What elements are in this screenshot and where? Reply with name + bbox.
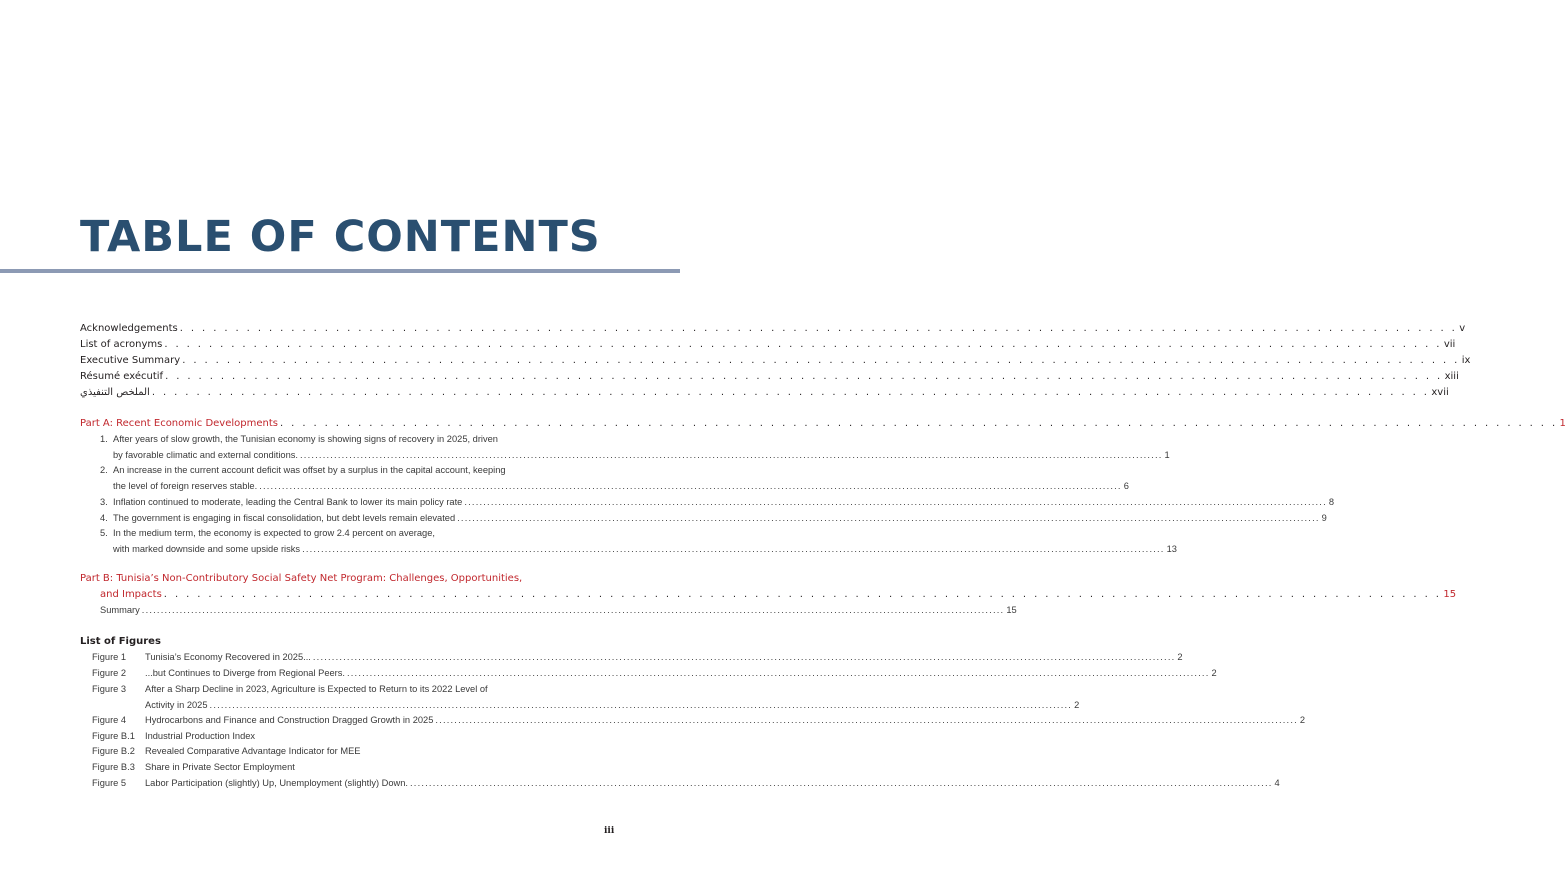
figure-number: Figure 5 bbox=[92, 778, 127, 788]
toc-entry-figure-page: 4 bbox=[1274, 778, 1280, 788]
toc-entry-front-matter[interactable] bbox=[80, 339, 1456, 350]
toc-entry-figure[interactable] bbox=[145, 652, 1183, 662]
toc-entry-front-matter-label: Résumé exécutif bbox=[80, 371, 164, 382]
dot-leader: .................................................................................................................................................................................................................................... bbox=[259, 481, 1122, 491]
toc-entry-figure[interactable] bbox=[145, 778, 1280, 788]
toc-entry-figure[interactable] bbox=[145, 700, 1080, 710]
toc-entry-figure[interactable] bbox=[145, 668, 1217, 678]
toc-entry-front-matter-page: v bbox=[1459, 323, 1466, 334]
page-title: TABLE OF CONTENTS bbox=[80, 212, 601, 262]
toc-entry-front-matter[interactable] bbox=[80, 355, 1471, 366]
toc-entry-figure[interactable]: Industrial Production Index bbox=[145, 731, 256, 741]
toc-item-number: 2. bbox=[100, 465, 108, 475]
figure-number: Figure 2 bbox=[92, 668, 127, 678]
toc-item-number: 4. bbox=[100, 513, 108, 523]
toc-entry-front-matter-page: xvii bbox=[1431, 387, 1449, 398]
figure-number: Figure B.2 bbox=[92, 746, 135, 756]
dot-leader: . . . . . . . . . . . . . . . . . . . . . . . . . . . . . . . . . . . . . . . . . . . . . . . . . . . . . . . . . . . . . . . . . . . . . . . . . . . . . . . . . . . . . . . . . . . . . . . . . . . . . . . . . . . . . . . . . . . bbox=[151, 387, 1430, 398]
toc-entry-figure-page: 2 bbox=[1177, 652, 1183, 662]
toc-entry-part-b-label: and Impacts bbox=[100, 589, 162, 600]
toc-entry-part-a[interactable] bbox=[80, 418, 1566, 429]
toc-entry-part-a-item[interactable] bbox=[113, 544, 1177, 554]
toc-item-text: After years of slow growth, the Tunisian economy is showing signs of recovery in 2025, driven bbox=[113, 434, 498, 444]
figure-title: After a Sharp Decline in 2023, Agriculture is Expected to Return to its 2022 Level of bbox=[145, 684, 488, 694]
toc-entry-figure-page: 2 bbox=[1299, 715, 1306, 725]
toc-item-text: An increase in the current account deficit was offset by a surplus in the capital account, keeping bbox=[113, 465, 506, 475]
toc-entry-summary-label: Summary bbox=[100, 605, 140, 615]
toc-entry-part-a-item-page: 9 bbox=[1321, 513, 1327, 523]
toc-entry-figure[interactable] bbox=[145, 715, 1306, 725]
dot-leader: .................................................................................................................................................................................................................................... bbox=[141, 605, 1005, 615]
toc-entry-part-a-item-label: Inflation continued to moderate, leading the Central Bank to lower its main policy rate bbox=[113, 497, 463, 507]
toc-entry-part-a-label: Part A: Recent Economic Developments bbox=[80, 418, 278, 429]
toc-entry-part-b-page: 15 bbox=[1443, 589, 1457, 600]
title-rule bbox=[0, 269, 680, 273]
dot-leader: . . . . . . . . . . . . . . . . . . . . . . . . . . . . . . . . . . . . . . . . . . . . . . . . . . . . . . . . . . . . . . . . . . . . . . . . . . . . . . . . . . . . . . . . . . . . . . . . . . . . . . . . . . . . . . . . . . . bbox=[182, 355, 1460, 366]
toc-entry-part-a-item-page: 13 bbox=[1166, 544, 1177, 554]
dot-leader: .................................................................................................................................................................................................................................... bbox=[302, 544, 1165, 554]
dot-leader: .................................................................................................................................................................................................................................... bbox=[435, 715, 1298, 725]
toc-entry-summary-page: 15 bbox=[1006, 605, 1017, 615]
dot-leader: .................................................................................................................................................................................................................................... bbox=[410, 778, 1273, 788]
figure-number: Figure B.1 bbox=[92, 731, 135, 741]
toc-entry-part-a-item-label: with marked downside and some upside risks bbox=[113, 544, 301, 554]
toc-entry-figure-label: Hydrocarbons and Finance and Construction Dragged Growth in 2025 bbox=[145, 715, 434, 725]
toc-entry-part-a-item-label: the level of foreign reserves stable. bbox=[113, 481, 258, 491]
dot-leader: . . . . . . . . . . . . . . . . . . . . . . . . . . . . . . . . . . . . . . . . . . . . . . . . . . . . . . . . . . . . . . . . . . . . . . . . . . . . . . . . . . . . . . . . . . . . . . . . . . . . . . . . . . . . . . . . . . . bbox=[163, 589, 1442, 600]
toc-entry-front-matter-label: Executive Summary bbox=[80, 355, 181, 366]
figure-number: Figure B.3 bbox=[92, 762, 135, 772]
toc-entry-part-a-item[interactable] bbox=[113, 497, 1335, 507]
dot-leader: .................................................................................................................................................................................................................................... bbox=[209, 700, 1073, 710]
toc-entry-figure-label: Tunisia’s Economy Recovered in 2025... bbox=[145, 652, 311, 662]
toc-entry-front-matter-page: ix bbox=[1461, 355, 1471, 366]
figure-number: Figure 1 bbox=[92, 652, 127, 662]
toc-item-number: 5. bbox=[100, 528, 108, 538]
toc-entry-part-a-item-page: 1 bbox=[1164, 450, 1170, 460]
toc-entry-front-matter-label: List of acronyms bbox=[80, 339, 163, 350]
toc-entry-figure-page: 2 bbox=[1211, 668, 1217, 678]
dot-leader: .................................................................................................................................................................................................................................... bbox=[300, 450, 1163, 460]
dot-leader: .................................................................................................................................................................................................................................... bbox=[346, 668, 1210, 678]
toc-entry-front-matter[interactable] bbox=[80, 387, 1449, 398]
toc-entry-figure-label: ...but Continues to Diverge from Regional Peers. bbox=[145, 668, 345, 678]
dot-leader: .................................................................................................................................................................................................................................... bbox=[312, 652, 1176, 662]
toc-entry-part-a-item[interactable] bbox=[113, 450, 1170, 460]
toc-entry-figure-page: 2 bbox=[1074, 700, 1080, 710]
toc-entry-front-matter-label: Acknowledgements bbox=[80, 323, 178, 334]
figure-number: Figure 3 bbox=[92, 684, 127, 694]
toc-entry-front-matter-page: xiii bbox=[1444, 371, 1459, 382]
dot-leader: . . . . . . . . . . . . . . . . . . . . . . . . . . . . . . . . . . . . . . . . . . . . . . . . . . . . . . . . . . . . . . . . . . . . . . . . . . . . . . . . . . . . . . . . . . . . . . . . . . . . . . . . . . . . . . . . . . . bbox=[280, 418, 1558, 429]
toc-entry-part-a-item[interactable] bbox=[113, 481, 1129, 491]
toc-entry-part-a-item-page: 6 bbox=[1123, 481, 1129, 491]
toc-entry-figure-label: Activity in 2025 bbox=[145, 700, 208, 710]
toc-entry-figure[interactable]: Share in Private Sector Employment bbox=[145, 762, 295, 772]
toc-item-text: In the medium term, the economy is expected to grow 2.4 percent on average, bbox=[113, 528, 435, 538]
toc-entry-part-a-item-label: by favorable climatic and external conditions. bbox=[113, 450, 299, 460]
toc-entry-front-matter-label: الملخص التنفيذي bbox=[80, 387, 150, 398]
toc-entry-figure[interactable]: Revealed Comparative Advantage Indicator for MEE bbox=[145, 746, 361, 756]
toc-item-number: 1. bbox=[100, 434, 108, 444]
toc-entry-part-a-item[interactable] bbox=[113, 513, 1327, 523]
toc-entry-part-a-item-label: The government is engaging in fiscal consolidation, but debt levels remain elevated bbox=[113, 513, 456, 523]
toc-entry-summary[interactable] bbox=[100, 605, 1017, 615]
dot-leader: .................................................................................................................................................................................................................................... bbox=[464, 497, 1327, 507]
toc-entry-figure-label: Labor Participation (slightly) Up, Unemployment (slightly) Down. bbox=[145, 778, 408, 788]
list-of-figures-heading: List of Figures bbox=[80, 636, 161, 647]
toc-item-number: 3. bbox=[100, 497, 108, 507]
figure-number: Figure 4 bbox=[92, 715, 127, 725]
toc-entry-part-a-item-page: 8 bbox=[1328, 497, 1335, 507]
dot-leader: . . . . . . . . . . . . . . . . . . . . . . . . . . . . . . . . . . . . . . . . . . . . . . . . . . . . . . . . . . . . . . . . . . . . . . . . . . . . . . . . . . . . . . . . . . . . . . . . . . . . . . . . . . . . . . . . . . . bbox=[164, 339, 1442, 350]
toc-entry-part-b[interactable] bbox=[100, 589, 1457, 600]
toc-entry-front-matter[interactable] bbox=[80, 323, 1466, 334]
dot-leader: . . . . . . . . . . . . . . . . . . . . . . . . . . . . . . . . . . . . . . . . . . . . . . . . . . . . . . . . . . . . . . . . . . . . . . . . . . . . . . . . . . . . . . . . . . . . . . . . . . . . . . . . . . . . . . . . . . . bbox=[165, 371, 1443, 382]
toc-entry-part-a-page: 1 bbox=[1559, 418, 1566, 429]
toc-entry-front-matter[interactable] bbox=[80, 371, 1459, 382]
dot-leader: . . . . . . . . . . . . . . . . . . . . . . . . . . . . . . . . . . . . . . . . . . . . . . . . . . . . . . . . . . . . . . . . . . . . . . . . . . . . . . . . . . . . . . . . . . . . . . . . . . . . . . . . . . . . . . . . . . . bbox=[179, 323, 1458, 334]
toc-entry-part-b-title: Part B: Tunisia’s Non-Contributory Social Safety Net Program: Challenges, Opportunities, bbox=[80, 573, 523, 584]
dot-leader: .................................................................................................................................................................................................................................... bbox=[457, 513, 1320, 523]
page-number: iii bbox=[604, 826, 615, 836]
toc-entry-front-matter-page: vii bbox=[1443, 339, 1456, 350]
